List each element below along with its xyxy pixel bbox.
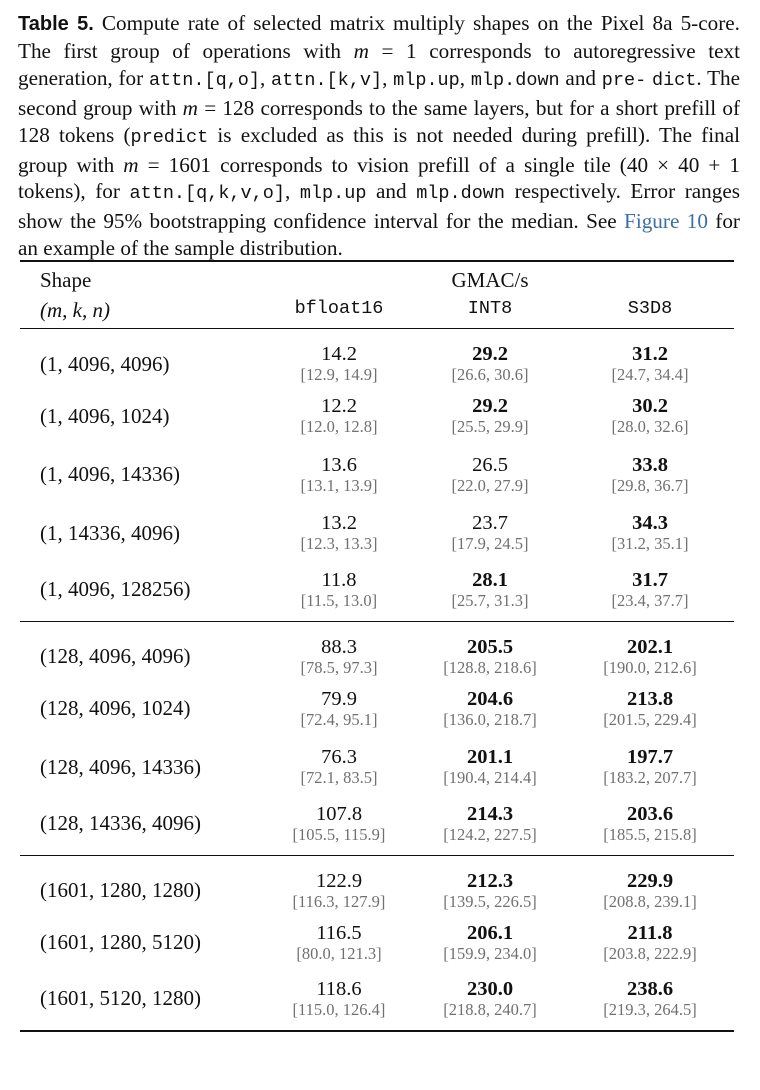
shape-cell: (1, 4096, 1024) <box>40 403 170 428</box>
value-cell <box>264 563 414 622</box>
value-cell <box>414 797 566 856</box>
confidence-interval: [218.8, 240.7] <box>443 999 537 1019</box>
confidence-interval: [12.9, 14.9] <box>300 365 378 384</box>
shape-cell: (128, 4096, 1024) <box>40 696 191 721</box>
confidence-interval: [25.5, 29.9] <box>451 417 529 437</box>
shape-cell: (1601, 1280, 1280) <box>20 855 264 914</box>
code-attn-qkvo: attn.[q,k,v,o] <box>129 183 285 205</box>
median-value: 211.8 <box>627 921 673 944</box>
confidence-interval: [25.7, 31.3] <box>451 590 529 610</box>
value-cell <box>566 329 734 388</box>
code-mlp-down-2: mlp.down <box>416 183 506 205</box>
confidence-interval: [136.0, 218.7] <box>443 709 537 729</box>
shape-cell: (1601, 1280, 5120) <box>40 930 201 955</box>
confidence-interval: [203.8, 222.9] <box>603 943 697 963</box>
confidence-interval: [128.8, 218.6] <box>443 657 537 677</box>
value-cell <box>414 504 566 563</box>
table-row <box>20 680 734 739</box>
value-cell <box>414 621 566 680</box>
shape-cell: (1, 4096, 4096) <box>40 351 170 376</box>
confidence-interval: [22.0, 27.9] <box>451 475 529 495</box>
confidence-interval: [28.0, 32.6] <box>611 417 689 437</box>
value-cell <box>264 621 414 680</box>
value-cell <box>264 972 414 1031</box>
median-value: 229.9 <box>626 869 674 892</box>
confidence-interval: [190.4, 214.4] <box>443 768 537 788</box>
value-cell <box>566 563 734 622</box>
median-value: 29.2 <box>472 395 508 418</box>
value-cell <box>414 972 566 1031</box>
shape-cell: (128, 4096, 14336) <box>40 754 201 779</box>
code-mlp-up-2: mlp.up <box>299 183 367 205</box>
code-predict: predict <box>130 126 209 148</box>
median-value: 230.0 <box>466 977 514 1000</box>
value-cell <box>264 855 414 914</box>
confidence-interval: [139.5, 226.5] <box>443 891 537 911</box>
code-predict-a: pre- <box>601 69 647 91</box>
shape-cell: (1601, 5120, 1280) <box>20 972 264 1031</box>
table-row <box>20 621 734 680</box>
figure-reference-link[interactable]: Figure 10 <box>624 209 708 234</box>
value-cell <box>566 621 734 680</box>
median-value: 203.6 <box>626 802 674 825</box>
value-cell <box>566 972 734 1031</box>
confidence-interval: [185.5, 215.8] <box>603 824 697 844</box>
median-value: 205.5 <box>466 635 514 658</box>
median-value: 206.1 <box>466 921 514 944</box>
table-row <box>20 797 734 856</box>
shape-cell: (1, 4096, 128256) <box>40 577 191 601</box>
confidence-interval: [124.2, 227.5] <box>443 824 537 844</box>
median-value: 214.3 <box>466 802 514 825</box>
table-row <box>20 972 734 1031</box>
confidence-interval: [116.3, 127.9] <box>292 891 386 911</box>
median-value: 122.9 <box>315 869 363 892</box>
median-value: 12.2 <box>321 395 357 418</box>
median-value: 202.1 <box>626 635 674 658</box>
table-caption: Table 5. Compute rate of selected matrix multiply shapes on the Pixel 8a 5-core. The first group of operations with m = 1 corresponds to autoregressive text generation, for attn.[q,o], attn.[k,v], mlp.up, mlp.down and pre- dict. The second group with m = 128 corresponds to the same layers, but for a short prefill of 128 tokens (predict is excluded as this is not needed during prefill). The final group with m = 1601 corresponds to vision prefill of a single tile (40 × 40 + 1 tokens), for attn.[q,k,v,o], mlp.up and mlp.down respectively. Error ranges show the 95% bootstrapping confidence interval for the median. See Figure 10 for an example of the sample distribution. <box>18 11 741 261</box>
shape-cell: (128, 4096, 4096) <box>20 621 264 680</box>
header-row <box>20 261 734 298</box>
confidence-interval: [115.0, 126.4] <box>292 999 386 1019</box>
median-value: 30.2 <box>632 395 668 418</box>
median-value: 23.7 <box>472 512 508 535</box>
confidence-interval: [29.8, 36.7] <box>611 475 689 495</box>
confidence-interval: [13.1, 13.9] <box>300 475 378 495</box>
value-cell <box>264 504 414 563</box>
value-cell <box>414 680 566 739</box>
shape-cell: (128, 14336, 4096) <box>40 811 201 835</box>
value-cell <box>414 329 566 388</box>
value-cell <box>264 329 414 388</box>
value-cell <box>414 914 566 973</box>
median-value: 238.6 <box>626 977 674 1000</box>
confidence-interval: [105.5, 115.9] <box>292 824 386 844</box>
median-value: 13.2 <box>321 512 357 535</box>
value-cell <box>566 855 734 914</box>
value-cell <box>414 446 566 505</box>
code-mlp-down: mlp.down <box>470 69 560 91</box>
median-value: 212.3 <box>466 869 514 892</box>
value-cell <box>566 797 734 856</box>
subheader-row <box>20 298 734 329</box>
median-value: 213.8 <box>626 687 674 710</box>
median-value: 13.6 <box>321 453 357 476</box>
confidence-interval: [17.9, 24.5] <box>451 534 529 554</box>
confidence-interval: [201.5, 229.4] <box>603 709 697 729</box>
confidence-interval: [24.7, 34.4] <box>611 365 689 384</box>
confidence-interval: [190.0, 212.6] <box>603 657 697 677</box>
confidence-interval: [31.2, 35.1] <box>611 534 689 554</box>
value-cell <box>566 504 734 563</box>
table-row <box>20 504 734 563</box>
results-table <box>20 260 734 1032</box>
shape-cell: (1, 4096, 14336) <box>40 462 180 487</box>
median-value: 79.9 <box>321 687 357 710</box>
median-value: 107.8 <box>315 802 363 825</box>
median-value: 29.2 <box>472 343 508 365</box>
value-cell <box>566 680 734 739</box>
confidence-interval: [78.5, 97.3] <box>300 657 378 677</box>
value-cell <box>414 387 566 446</box>
col-header-s3d8: S3D8 <box>566 298 734 329</box>
code-mlp-up: mlp.up <box>393 69 460 91</box>
median-value: 116.5 <box>316 921 362 944</box>
code-attn-qo: attn.[q,o] <box>148 69 260 91</box>
value-cell <box>414 563 566 622</box>
median-value: 33.8 <box>632 453 668 476</box>
median-value: 31.7 <box>632 568 668 591</box>
shape-subheader: (m, k, n) <box>20 298 264 329</box>
value-cell <box>264 446 414 505</box>
code-predict-b: dict <box>651 69 697 91</box>
confidence-interval: [183.2, 207.7] <box>603 768 697 788</box>
shape-cell: (1, 14336, 4096) <box>40 520 180 545</box>
value-cell <box>566 914 734 973</box>
median-value: 11.8 <box>321 568 357 591</box>
confidence-interval: [23.4, 37.7] <box>611 590 689 610</box>
shape-header: Shape <box>20 261 264 298</box>
value-cell <box>264 680 414 739</box>
median-value: 76.3 <box>321 746 357 769</box>
value-cell <box>414 738 566 797</box>
confidence-interval: [72.1, 83.5] <box>300 768 378 788</box>
row-group <box>20 621 734 855</box>
confidence-interval: [159.9, 234.0] <box>443 943 537 963</box>
value-cell <box>566 738 734 797</box>
confidence-interval: [12.3, 13.3] <box>300 534 378 554</box>
value-cell <box>414 855 566 914</box>
row-group <box>20 329 734 622</box>
value-cell <box>264 914 414 973</box>
confidence-interval: [208.8, 239.1] <box>603 891 697 911</box>
median-value: 201.1 <box>466 746 514 769</box>
confidence-interval: [80.0, 121.3] <box>296 943 382 963</box>
caption-label: Table 5. <box>18 13 94 35</box>
row-group <box>20 855 734 1031</box>
col-header-int8: INT8 <box>414 298 566 329</box>
median-value: 26.5 <box>472 453 508 476</box>
confidence-interval: [11.5, 13.0] <box>300 590 378 610</box>
median-value: 197.7 <box>626 746 674 769</box>
median-value: 118.6 <box>316 977 362 1000</box>
median-value: 34.3 <box>632 512 668 535</box>
table-row <box>20 446 734 505</box>
value-cell <box>264 387 414 446</box>
table-row <box>20 329 734 388</box>
confidence-interval: [72.4, 95.1] <box>300 709 378 729</box>
value-cell <box>566 387 734 446</box>
table-row <box>20 738 734 797</box>
median-value: 204.6 <box>466 687 514 710</box>
median-value: 88.3 <box>321 635 357 658</box>
col-header-bfloat16: bfloat16 <box>264 298 414 329</box>
value-cell <box>566 446 734 505</box>
median-value: 14.2 <box>321 343 357 365</box>
code-attn-kv: attn.[k,v] <box>271 69 383 91</box>
table-row <box>20 914 734 973</box>
table-row <box>20 387 734 446</box>
confidence-interval: [26.6, 30.6] <box>451 365 529 384</box>
gmacs-header: GMAC/s <box>414 261 566 298</box>
median-value: 28.1 <box>472 568 508 591</box>
value-cell <box>264 738 414 797</box>
confidence-interval: [219.3, 264.5] <box>603 999 697 1019</box>
confidence-interval: [12.0, 12.8] <box>300 417 378 437</box>
table-row <box>20 855 734 914</box>
value-cell <box>264 797 414 856</box>
median-value: 31.2 <box>632 343 668 365</box>
table-row <box>20 563 734 622</box>
